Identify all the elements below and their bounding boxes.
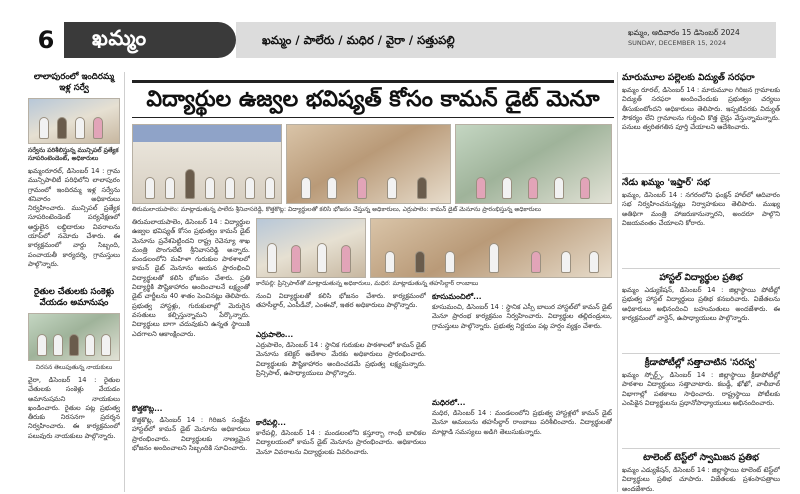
person-figure (291, 245, 301, 273)
person-figure (57, 117, 67, 139)
title-band (64, 22, 236, 58)
person-figure (528, 177, 538, 199)
main-photo-1 (132, 124, 282, 204)
main-col3b-text: మధిర, డిసెంబర్ 14 : మండలంలోని ప్రభుత్వ హాస్టళ్లలో కామన్ డైట్ మెనూ అమలును తహసీల్దార్ రాంబాబు పరిశీలించారు. విద్యార్థులతో మాట్లాడి సమస్యలు అడిగి తెలుసుకున్నారు. (432, 409, 612, 436)
person-figure (317, 243, 327, 273)
main-headline: విద్యార్థుల ఉజ్వల భవిష్యత్ కోసం కామన్ డైట్ మెనూ (132, 80, 614, 118)
main-col1-subhead: కొత్తకొట్ల... (132, 404, 163, 413)
date-telugu: ఖమ్మం, ఆదివారం 15 డిసెంబర్ 2024 (628, 28, 740, 37)
main-photos2-caption: కారేపల్లి: ప్రిన్సిపాల్‌తో మాట్లాడుతున్న అధికారులు, మధిర: మాట్లాడుతున్న తహసీల్దార్ రాంబాబు (256, 280, 479, 287)
person-figure (445, 251, 455, 273)
person-figure (554, 177, 564, 199)
story-separator (622, 173, 780, 174)
person-figure (69, 334, 79, 356)
person-figure (589, 251, 599, 273)
person-figure (476, 177, 486, 199)
main-col2-subhead2: కారేపల్లి... (256, 418, 286, 427)
right-story5-headline: టాలెంట్ టెస్ట్‌లో స్వామిజన ప్రతిభ (643, 453, 759, 463)
person-figure (489, 243, 499, 273)
left-story2-body: వైరా, డిసెంబర్ 14 : రైతుల చేతులకు సంకెళ్లు వేయడం అమానుషమని నాయకులు ఖండించారు. రైతుల పట్ల ప్రభుత్వ తీరుకు నిరసనగా ప్రదర్శన నిర్వహించారు. ఈ కార్యక్రమంలో పలువురు నాయకులు పాల్గొన్నారు. (28, 376, 120, 440)
main-col3-subhead: కూసుమంచిలో... (432, 292, 482, 301)
person-figure (387, 177, 397, 199)
person-figure (101, 334, 111, 356)
story-separator (622, 448, 780, 449)
right-story4-body: ఖమ్మం స్పోర్ట్స్, డిసెంబర్ 14 : జిల్లాస్థాయి క్రీడాపోటీల్లో పాఠశాల విద్యార్థులు సత్తాచాటారు. కబడ్డీ, ఖోఖో, వాలీబాల్ విభాగాల్లో పతకాలు సాధించారు. రాష్ట్రస్థాయి పోటీలకు ఎంపికైన విద్యార్థులను ప్రధానోపాధ్యాయులు అభినందించారు. (622, 371, 780, 407)
person-figure (75, 117, 85, 139)
main-col2-subhead: ఎర్రుపాలెం... (256, 330, 294, 339)
masthead (0, 0, 800, 58)
column-divider (617, 72, 618, 492)
right-story5-body: ఖమ్మం ఎడ్యుకేషన్, డిసెంబర్ 14 : జిల్లాస్థాయి టాలెంట్ టెస్ట్‌లో విద్యార్థులు ప్రతిభ చూపారు. విజేతలకు ప్రశంసాపత్రాలు అందజేశారు. (622, 466, 780, 493)
right-column (622, 72, 780, 494)
story-separator (622, 353, 780, 354)
right-story3-body: ఖమ్మం ఎడ్యుకేషన్, డిసెంబర్ 14 : జిల్లాస్థాయి పోటీల్లో ప్రభుత్వ హాస్టల్ విద్యార్థులు ప్రతిభ కనబరిచారు. విజేతలను అధికారులు అభినందించి బహుమతులు అందజేశారు. ఈ కార్యక్రమంలో వార్డెన్, ఉపాధ్యాయులు పాల్గొన్నారు. (622, 286, 780, 322)
main-photos-caption: తిరుమలాయపాలెం: మాట్లాడుతున్న పాలేరు శ్రీనివాసరెడ్డి, కొత్తకొట్ల: విద్యార్థులతో కలిసి భోజనం చేస్తున్న అధికారులు, ఎర్రుపాలెం: కామన్ డైట్ మెనూను ప్రారంభిస్తున్న అధికారులు (132, 206, 541, 213)
person-figure (341, 245, 351, 273)
right-story4-headline: క్రీడాపోటీల్లో సత్తాచాటిన 'సరస్వ' (644, 358, 758, 368)
main-col3-text: కూసుమంచి, డిసెంబర్ 14 : స్థానిక ఎస్సీ బాలుర హాస్టల్‌లో కామన్ డైట్ మెనూ ప్రారంభ కార్యక్రమం నిర్వహించారు. విద్యార్థుల తల్లిదండ్రులు, గ్రామస్తులు పాల్గొన్నారు. ప్రభుత్వ నిర్ణయం పట్ల హర్షం వ్యక్తం చేశారు. (432, 303, 612, 330)
right-story3-headline: హాస్టల్ విద్యార్థుల ప్రతిభ (659, 273, 743, 283)
person-figure (145, 177, 155, 199)
right-story1-headline: మారుమూల పల్లెలకు విద్యుత్ సరఫరా (622, 73, 755, 83)
column-divider (124, 72, 125, 492)
main-photo-2 (286, 124, 451, 204)
main-col1-text: తిరుమలాయపాలెం, డిసెంబర్ 14 : విద్యార్థుల ఉజ్వల భవిష్యత్ కోసం ప్రభుత్వం కామన్ డైట్ మెనూను ప్రవేశపెట్టిందని రాష్ట్ర రెవెన్యూ శాఖ మంత్రి పొంగులేటి శ్రీనివాసరెడ్డి అన్నారు. మండలంలోని మహిళా గురుకుల పాఠశాలలో కామన్ డైట్ మెనూను ఆయన ప్రారంభించి విద్యార్థులతో కలిసి భోజనం చేశారు. ప్రతి విద్యార్థికి పౌష్టికాహారం అందించాలనే లక్ష్యంతో డైట్ చార్జీలను 40 శాతం పెంచినట్లు తెలిపారు. ప్రభుత్వ హాస్టళ్లు, గురుకులాల్లో మెరుగైన వసతులు కల్పిస్తున్నామని పేర్కొన్నారు. విద్యార్థులు బాగా చదువుకుని ఉన్నత స్థాయికి ఎదగాలని ఆకాంక్షించారు. (132, 218, 250, 338)
page-number: 6 (37, 26, 55, 54)
main-photo-4 (256, 218, 366, 278)
person-figure (265, 177, 275, 199)
person-figure (301, 177, 311, 199)
person-figure (357, 177, 367, 199)
right-story2-headline: నేడు ఖమ్మం 'ఇఫ్తార్' సభ (622, 178, 710, 188)
main-col1b-text: కొత్తకొట్ల, డిసెంబర్ 14 : గిరిజన సంక్షేమ హాస్టల్‌లో కామన్ డైట్ మెనూను అధికారులు ప్రారంభించారు. విద్యార్థులకు నాణ్యమైన భోజనం అందించాలని సిబ్బందికి సూచించారు. (132, 416, 250, 452)
person-figure (561, 251, 571, 273)
person-figure (385, 251, 395, 273)
person-figure (93, 117, 103, 139)
person-figure (85, 334, 95, 356)
left-story2-caption: నిరసన తెలుపుతున్న నాయకులు (35, 364, 113, 371)
person-figure (267, 243, 277, 273)
right-story2-body: ఖమ్మం, డిసెంబర్ 14 : నగరంలోని ఫంక్షన్ హాల్‌లో ఆదివారం సభ నిర్వహించనున్నట్లు నిర్వాహకులు తెలిపారు. ముఖ్య అతిథిగా మంత్రి హాజరుకానున్నారని, అందరూ పాల్గొని విజయవంతం చేయాలని కోరారు. (622, 191, 780, 227)
left-story1-headline: లాలాపురంలో ఇందిరమ్మ ఇళ్ల సర్వే (33, 72, 115, 93)
main-photo-5 (370, 218, 612, 278)
main-col2-text: నుంచి విద్యార్థులతో కలిసి భోజనం చేశారు. కార్యక్రమంలో తహసీల్దార్, ఎంపీడీవో, ఎంఈవో, ఇతర అధికారులు పాల్గొన్నారు. (256, 292, 426, 310)
main-col2b-text: ఎర్రుపాలెం, డిసెంబర్ 14 : స్థానిక గురుకుల పాఠశాలలో కామన్ డైట్ మెనూను కలెక్టర్ ఆదేశాల మేరకు అధికారులు ప్రారంభించారు. విద్యార్థులకు పౌష్టికాహారం అందించడమే ప్రభుత్వ లక్ష్యమన్నారు. ప్రిన్సిపాల్, ఉపాధ్యాయులు పాల్గొన్నారు. (256, 341, 426, 377)
story-separator (622, 268, 780, 269)
main-col2c-text: కారేపల్లి, డిసెంబర్ 14 : మండలంలోని కస్తూర్బా గాంధీ బాలికల విద్యాలయంలో కామన్ డైట్ మెనూను ప్రారంభించారు. అధికారులు మెనూ వివరాలను విద్యార్థులకు వివరించారు. (256, 429, 426, 456)
left-story1-body: ఖమ్మంరూరల్, డిసెంబర్ 14 : గ్రామ మున్సిపాలిటీ పరిధిలోని లాలాపురం గ్రామంలో ఇందిరమ్మ ఇళ్ల సర్వేను శనివారం అధికారులు నిర్వహించారు. మున్సిపల్ ప్రత్యేక సూపరింటెండెంట్ పర్యవేక్షణలో అర్హులైన లబ్ధిదారుల వివరాలను యాప్‌లో నమోదు చేశారు. ఈ కార్యక్రమంలో వార్డు సిబ్బంది, పంచాయతీ కార్యదర్శి, గ్రామస్తులు పాల్గొన్నారు. (28, 167, 120, 268)
person-figure (531, 251, 541, 273)
person-figure (37, 334, 47, 356)
person-figure (417, 177, 427, 199)
person-figure (39, 117, 49, 139)
right-story1-body: ఖమ్మం రూరల్, డిసెంబర్ 14 : మారుమూల గిరిజన గ్రామాలకు విద్యుత్ సరఫరా అందించేందుకు ప్రభుత్వం చర్యలు తీసుకుంటోందని అధికారులు తెలిపారు. ఇప్పటివరకు విద్యుత్ సౌకర్యం లేని గ్రామాలను గుర్తించి కొత్త లైన్లు వేస్తున్నామన్నారు. పనులు త్వరితగతిన పూర్తి చేయాలని ఆదేశించారు. (622, 86, 780, 132)
person-figure (327, 177, 337, 199)
person-figure (185, 169, 195, 199)
main-photo-3 (455, 124, 612, 204)
person-figure (225, 177, 235, 199)
left-story2-headline: రైతుల చేతులకు సంకెళ్లు వేయడం అమానుషం (33, 287, 114, 308)
edition-places: ఖమ్మం / పాలేరు / మధిర / వైరా / సత్తుపల్లి (262, 33, 455, 47)
person-figure (580, 177, 590, 199)
date-english: SUNDAY, DECEMBER 15, 2024 (628, 39, 727, 47)
edition-title: ఖమ్మం (92, 26, 147, 50)
left-column (28, 72, 120, 442)
left-story1-photo (28, 98, 120, 144)
person-figure (53, 334, 63, 356)
person-figure (502, 177, 512, 199)
dateline (628, 27, 740, 49)
person-figure (415, 251, 425, 273)
left-story2-photo (28, 313, 120, 361)
person-figure (245, 177, 255, 199)
person-figure (165, 177, 175, 199)
person-figure (205, 177, 215, 199)
left-story1-caption: సర్వేను పరిశీలిస్తున్న మున్సిపల్ ప్రత్యేక సూపరింటెండెంట్, అధికారులు (28, 147, 119, 162)
main-col3-subhead2: మధిరలో... (432, 398, 466, 407)
